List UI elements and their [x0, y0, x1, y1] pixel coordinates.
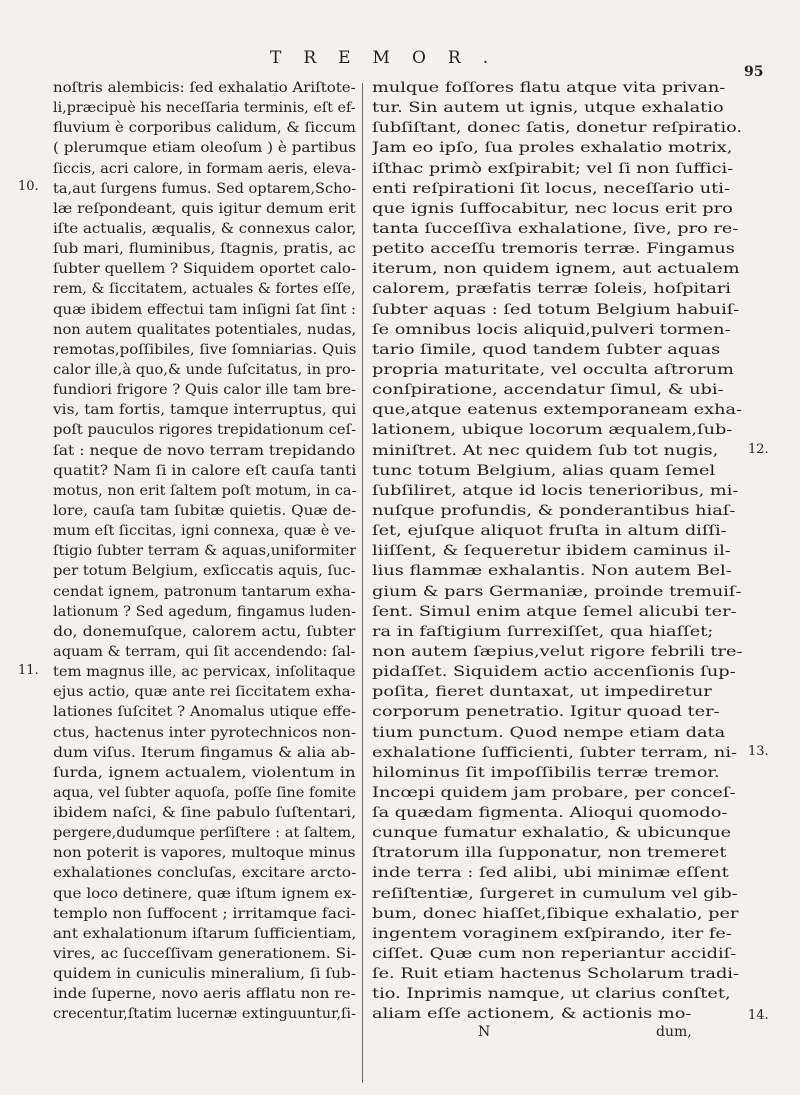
catchword: dum, — [656, 1024, 692, 1040]
left-column-line: motus, non erit ſaltem poſt motum, in ca- — [53, 482, 356, 499]
right-column-line: lationem, ubique locorum æqualem,ſub- — [372, 422, 733, 439]
left-column-line: lore, cauſa tam ſubitæ quietis. Quæ de- — [53, 502, 356, 519]
left-column-line: do, donemuſque, calorem actu, ſubter — [53, 623, 356, 640]
right-column-line: nuſque profundis, & ponderantibus hiaſ- — [372, 502, 736, 519]
margin-number-14: 14. — [748, 1008, 769, 1023]
left-column-line: exhalationes concluſas, excitare arcto- — [53, 865, 356, 882]
right-column-line: ſet, ejuſque aliquot fruſta in altum diſſi- — [372, 523, 727, 540]
right-column-line: liiſſent, & ſequeretur ibidem caminus il- — [372, 543, 731, 560]
left-column-line: pergere,dudumque perſiſtere : at ſaltem, — [53, 825, 356, 842]
left-column-line: que loco detinere, quæ iſtum ignem ex- — [53, 885, 356, 902]
signature-mark: N — [478, 1024, 491, 1040]
right-column-line: ſubſiliret, atque id locis tenerioribus, mi- — [372, 482, 739, 499]
right-column-line: propria maturitate, vel occulta aſtrorum — [372, 361, 734, 378]
right-column-line: conſpiratione, accendatur ſimul, & ubi- — [372, 382, 724, 399]
right-column-line: tanta ſucceſſiva exhalatione, ſive, pro re- — [372, 220, 739, 237]
left-column-line: tem magnus ille, ac pervicax, inſolitaque — [53, 664, 356, 681]
left-column-line: li,præcipuè his neceſſaria terminis, eſt ef- — [53, 100, 356, 117]
right-column-line: inde terra : ſed alibi, ubi minimæ eſſent — [372, 865, 729, 882]
left-column-line: noſtris alembicis: ſed exhalatio Ariſtote- — [53, 80, 356, 96]
left-column-line: ſubter quellem ? Siquidem oportet calo- — [53, 261, 356, 278]
right-column-line: bum, donec hiaſſet,ſibique exhalatio, per — [372, 905, 739, 922]
right-column-line: hilominus ſit impoſſibilis terræ tremor. — [372, 764, 720, 781]
margin-number-12: 12. — [748, 442, 769, 457]
left-column-line: crecentur,ſtatim lucernæ extinguuntur,ſi- — [53, 1006, 356, 1023]
left-column-line: per totum Belgium, exſiccatis aquis, ſuc- — [53, 563, 356, 580]
right-column-line: ſent. Simul enim atque ſemel alicubi ter- — [372, 603, 737, 620]
right-column-line: tio. Inprimis namque, ut clarius conſtet, — [372, 986, 731, 1003]
left-column-line: remotas,poſſibiles, ſive ſomniarias. Quis — [53, 341, 356, 358]
left-column-line: lationes ſuſcitet ? Anomalus utique effe- — [53, 704, 356, 721]
left-column-line: templo non ſuffocent ; irritamque faci- — [53, 905, 356, 922]
right-column-line: ingentem voraginem exſpirando, iter fe- — [372, 925, 732, 942]
left-column — [53, 78, 356, 1025]
left-column-line: ſub mari, fluminibus, ſtagnis, pratis, ac — [53, 241, 356, 258]
left-column-line: ibidem naſci, & ſine pabulo ſuſtentari, — [53, 805, 356, 822]
left-column-line: vires, ac ſucceſſivam generationem. Si- — [53, 946, 356, 963]
left-column-line: calor ille,à quo,& unde ſuſcitatus, in pro- — [53, 361, 356, 378]
column-rule — [362, 83, 363, 1083]
running-head: TREMOR. — [270, 48, 511, 68]
right-column-line: non autem ſæpius,velut rigore febrili tre- — [372, 643, 742, 660]
left-column-line: ( plerumque etiam oleoſum ) è partibus — [53, 140, 356, 157]
right-column-line: ſe omnibus locis aliquid,pulveri tormen- — [372, 321, 731, 338]
right-column-line: calorem, præfatis terræ ſoleis, hoſpitari — [372, 281, 731, 298]
right-column-line: ra in faſtigium ſurrexiſſet, qua hiaſſet; — [372, 623, 714, 640]
right-column-line: tur. Sin autem ut ignis, utque exhalatio — [372, 100, 724, 117]
right-column-line: iſthac primò exſpirabit; vel ſi non ſuffici- — [372, 160, 734, 177]
right-column-line: enti reſpirationi ſit locus, neceſſario uti- — [372, 180, 730, 197]
right-column-line: cunque fumatur exhalatio, & ubicunque — [372, 825, 732, 842]
left-column-line: aqua, vel ſubter aquoſa, poſſe ſine fomite — [53, 784, 356, 801]
right-column-line: aliam eſſe actionem, & actionis mo- — [372, 1006, 692, 1023]
right-column-line: tario ſimile, quod tandem ſubter aquas — [372, 341, 721, 358]
left-column-line: ſiccis, acri calore, in formam aeris, eleva- — [53, 160, 356, 177]
right-column-line: ſubſiſtant, donec ſatis, donetur reſpiratio. — [372, 120, 742, 137]
left-column-line: ta,aut ſurgens fumus. Sed optarem,Scho- — [53, 180, 356, 197]
right-column-line: pidaſſet. Siquidem actio accenſionis ſup- — [372, 664, 736, 681]
left-column-line: ſat : neque de novo terram trepidando — [53, 442, 356, 459]
right-column-line: iterum, non quidem ignem, aut actualem — [372, 261, 740, 278]
left-column-line: quæ ibidem effectui tam inſigni ſat ſint : — [53, 301, 356, 318]
right-column-line: tunc totum Belgium, alias quam ſemel — [372, 462, 716, 479]
left-column-line: inde ſuperne, novo aeris afflatu non re- — [53, 986, 356, 1003]
right-column-line: petito acceſſu tremoris terræ. Fingamus — [372, 241, 735, 258]
left-column-line: ejus actio, quæ ante rei ſiccitatem exha- — [53, 684, 356, 701]
left-column-line: quatit? Nam ſi in calore eſt cauſa tanti — [53, 462, 356, 479]
right-column-line: que ignis ſuffocabitur, nec locus erit pro — [372, 200, 733, 217]
margin-number-10: 10. — [18, 179, 39, 194]
left-column-line: iſte actualis, æqualis, & connexus calor, — [53, 220, 356, 237]
right-column-line: miniſtret. At nec quidem ſub tot nugis, — [372, 442, 719, 459]
left-column-line: mum eſt ſiccitas, igni connexa, quæ è ve- — [53, 523, 356, 540]
left-column-line: non autem qualitates potentiales, nudas, — [53, 321, 356, 338]
left-column-line: dum viſus. Iterum fingamus & alia ab- — [53, 744, 356, 761]
right-column-line: exhalatione ſufficienti, ſubter terram, ni- — [372, 744, 738, 761]
left-column-line: ſtigio ſubter terram & aquas,uniformiter — [53, 543, 356, 560]
right-column-line: que,atque eatenus extemporaneam exha- — [372, 402, 742, 419]
left-column-line: ant exhalationum iſtarum ſufficientiam, — [53, 925, 356, 942]
right-column-line: ciſſet. Quæ cum non reperiantur accidiſ- — [372, 946, 737, 963]
right-column-line: ſtratorum illa ſupponatur, non tremeret — [372, 845, 727, 862]
left-column-line: lationum ? Sed agedum, fingamus luden- — [53, 603, 356, 620]
right-column-line: ſe. Ruit etiam hactenus Scholarum tradi- — [372, 966, 739, 983]
right-column-line: lius flammæ exhalantis. Non autem Bel- — [372, 563, 732, 580]
left-column-line: quidem in cuniculis mineralium, ſi ſub- — [53, 966, 356, 983]
right-column-line: reſiſtentiæ, ſurgeret in cumulum vel gib- — [372, 885, 738, 902]
right-column-line: gium & pars Germaniæ, proinde tremuiſ- — [372, 583, 742, 600]
right-column — [372, 78, 742, 1025]
left-column-line: ſurda, ignem actualem, violentum in — [53, 764, 356, 781]
left-column-line: aquam & terram, qui ſit accendendo: ſal- — [53, 643, 356, 660]
left-column-line: non poterit is vapores, multoque minus — [53, 845, 356, 862]
margin-number-13: 13. — [748, 744, 769, 759]
right-column-line: tium punctum. Quod nempe etiam data — [372, 724, 726, 741]
left-column-line: poſt pauculos rigores trepidationum ceſ- — [53, 422, 356, 439]
left-column-line: fluvium è corporibus calidum, & ſiccum — [53, 120, 356, 137]
left-column-line: ctus, hactenus inter pyrotechnicos non- — [53, 724, 356, 741]
left-column-line: vis, tam fortis, tamque interruptus, qui — [53, 402, 356, 419]
right-column-line: corporum penetratio. Igitur quoad ter- — [372, 704, 720, 721]
right-column-line: mulque foſſores flatu atque vita privan- — [372, 80, 726, 96]
margin-number-11: 11. — [18, 663, 39, 678]
right-column-line: Jam eo ipſo, ſua proles exhalatio motrix, — [372, 140, 733, 157]
left-column-line: læ reſpondeant, quis igitur demum erit — [53, 200, 356, 217]
left-column-line: fundiori frigore ? Quis calor ille tam bre- — [53, 382, 356, 399]
left-column-line: cendat ignem, patronum tantarum exha- — [53, 583, 356, 600]
left-column-line: rem, & ſiccitatem, actuales & fortes eſſe, — [53, 281, 356, 298]
right-column-line: ſubter aquas : ſed totum Belgium habuiſ- — [372, 301, 740, 318]
right-column-line: poſita, fieret duntaxat, ut impediretur — [372, 684, 712, 701]
page-number: 95 — [744, 64, 764, 80]
right-column-line: Incœpi quidem jam probare, per conceſ- — [372, 784, 736, 801]
right-column-line: ſa quædam figmenta. Alioqui quomodo- — [372, 805, 728, 822]
